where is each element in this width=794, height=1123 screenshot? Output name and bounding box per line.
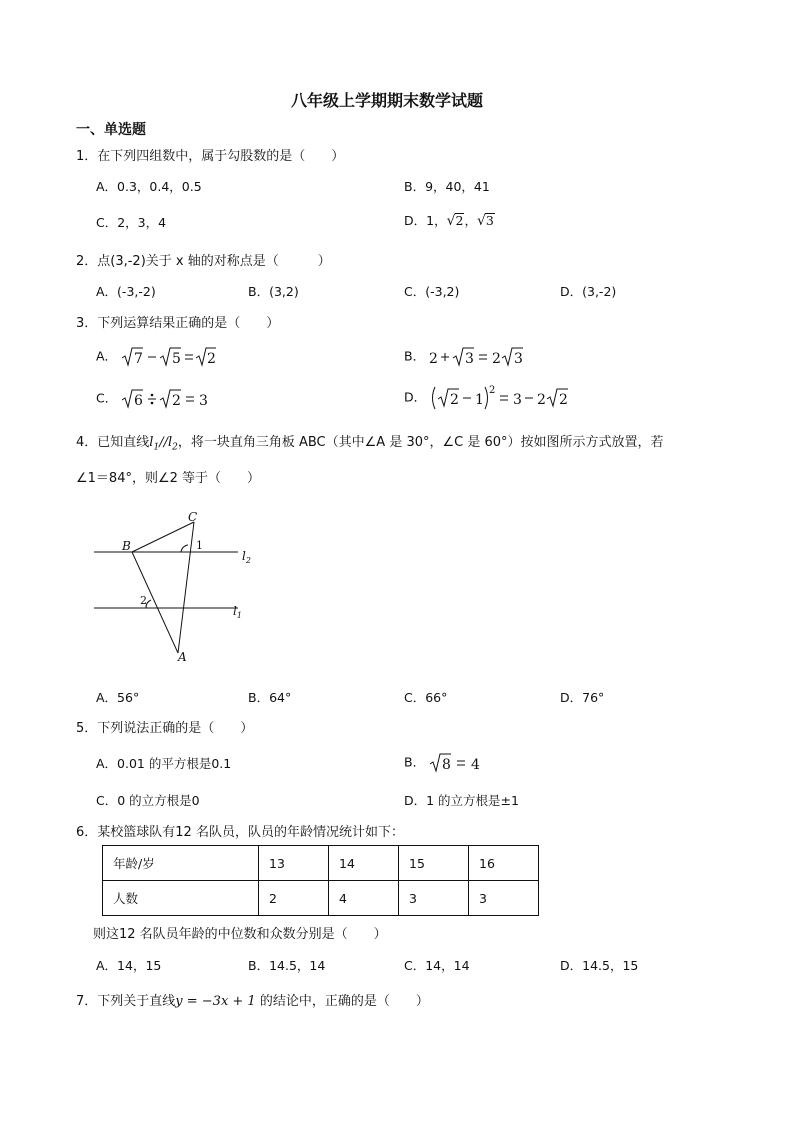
question-1-option-b: B．9，40，41 — [404, 179, 490, 194]
label-l2: $l_2$ — [242, 549, 251, 565]
question-2-option-d: D．(3,-2) — [560, 284, 617, 299]
svg-text:2: 2 — [492, 351, 501, 367]
svg-text:7: 7 — [134, 351, 143, 367]
question-4-stem-part1: 4．已知直线 — [76, 435, 150, 450]
equation-a-math — [121, 346, 216, 368]
question-5-stem: 5．下列说法正确的是（ ） — [76, 721, 254, 736]
question-4-stem-part2: ，将一块直角三角板 ABC（其中∠A 是 30°，∠C 是 60°）按如图所示方式放置，若 — [177, 435, 664, 450]
label-c: C — [188, 510, 198, 524]
section-heading-single-choice: 一、单选题 — [76, 122, 146, 138]
question-3-option-b — [404, 346, 539, 368]
option-d-prefix: D．1， — [404, 213, 447, 228]
table-cell: 3 — [399, 881, 469, 916]
question-2-option-a: A．(-3,-2) — [96, 284, 156, 299]
table-cell: 2 — [259, 881, 329, 916]
question-1-option-a: A．0.3，0.4，0.5 — [96, 179, 202, 194]
svg-text:3: 3 — [514, 351, 523, 367]
svg-text:8: 8 — [442, 757, 451, 773]
question-6-stem: 6．某校篮球队有12 名队员，队员的年龄情况统计如下： — [76, 825, 404, 840]
label-angle-1: 1 — [196, 539, 203, 552]
question-5-option-d: D．1 的立方根是±1 — [404, 793, 519, 808]
question-7-stem-suffix: 的结论中，正确的是（ ） — [255, 994, 429, 1009]
parallel-lines-math: $l_1//l_2$ — [149, 435, 178, 453]
question-2-option-b: B．(3,2) — [248, 284, 299, 299]
question-1-option-c: C．2，3，4 — [96, 215, 167, 230]
separator: ， — [464, 213, 477, 228]
table-cell: 15 — [399, 846, 469, 881]
question-4-option-d: D．76° — [560, 690, 605, 705]
question-7-stem — [76, 990, 429, 1009]
table-row — [103, 846, 539, 881]
question-6-option-a: A．14，15 — [96, 958, 162, 973]
question-4-stem-line2: ∠1＝84°，则∠2 等于（ ） — [76, 471, 261, 486]
svg-text:2: 2 — [537, 392, 547, 408]
svg-text:3: 3 — [465, 351, 474, 367]
table-row — [103, 881, 539, 916]
table-cell: 16 — [469, 846, 539, 881]
svg-text:1: 1 — [475, 392, 485, 408]
side-ba — [132, 552, 178, 653]
question-3-option-c — [96, 388, 221, 410]
question-5-option-c: C．0 的立方根是0 — [96, 793, 200, 808]
svg-text:5: 5 — [172, 351, 181, 367]
equation-c-math — [121, 388, 221, 410]
question-6-option-c: C．14，14 — [404, 958, 470, 973]
svg-text:2: 2 — [429, 351, 438, 367]
age-table — [102, 845, 539, 916]
question-4-option-b: B．64° — [248, 690, 292, 705]
option-b-prefix: B． — [404, 754, 426, 770]
label-a: A — [178, 650, 187, 664]
question-5-option-b — [404, 752, 499, 774]
question-2-option-c: C．(-3,2) — [404, 284, 460, 299]
option-c-prefix: C． — [96, 390, 118, 406]
question-4-stem — [76, 431, 664, 453]
radicand: 2 — [455, 213, 464, 228]
svg-text:2: 2 — [207, 351, 216, 367]
equation-b-math — [429, 346, 539, 368]
sqrt-sign-icon: √ — [476, 213, 486, 229]
side-ca — [178, 522, 194, 653]
svg-text:2: 2 — [450, 392, 460, 408]
table-cell: 年龄/岁 — [103, 846, 259, 881]
option-a-prefix: A． — [96, 348, 118, 364]
question-1-stem: 1．在下列四组数中，属于勾股数的是（ ） — [76, 149, 345, 164]
table-cell: 4 — [329, 881, 399, 916]
question-4-option-a: A．56° — [96, 690, 140, 705]
table-cell: 14 — [329, 846, 399, 881]
svg-text:2: 2 — [559, 392, 569, 408]
question-6-option-d: D．14.5，15 — [560, 958, 639, 973]
svg-text:6: 6 — [134, 393, 144, 409]
radicand: 3 — [485, 213, 494, 228]
question-3-option-a — [96, 346, 216, 368]
triangle-figure — [88, 505, 268, 665]
svg-text:2: 2 — [489, 385, 496, 396]
table-cell: 3 — [469, 881, 539, 916]
option-b-prefix: B． — [404, 348, 426, 364]
question-5-option-a: A．0.01 的平方根是0.1 — [96, 756, 232, 771]
question-6-followup: 则这12 名队员年龄的中位数和众数分别是（ ） — [93, 927, 387, 942]
svg-text:2: 2 — [172, 393, 182, 409]
label-angle-2: 2 — [140, 594, 147, 607]
question-1-option-d — [404, 211, 495, 229]
label-b: B — [122, 539, 131, 553]
side-bc — [132, 522, 194, 552]
question-7-stem-prefix: 7．下列关于直线 — [76, 994, 176, 1009]
svg-text:4: 4 — [471, 757, 480, 773]
question-2-stem: 2．点(3,-2)关于 x 轴的对称点是（ ） — [76, 254, 331, 269]
line-equation: y = −3x + 1 — [175, 994, 256, 1009]
equation-d-math — [430, 384, 580, 412]
question-3-option-d — [404, 384, 580, 412]
table-cell: 人数 — [103, 881, 259, 916]
table-cell: 13 — [259, 846, 329, 881]
sqrt-sign-icon: √ — [446, 213, 456, 229]
label-l1: $l_1$ — [233, 604, 242, 620]
svg-text:3: 3 — [199, 393, 209, 409]
option-d-prefix: D． — [404, 389, 427, 405]
question-4-option-c: C．66° — [404, 690, 448, 705]
question-3-stem: 3．下列运算结果正确的是（ ） — [76, 316, 280, 331]
question-6-option-b: B．14.5，14 — [248, 958, 326, 973]
equation-sqrt8-math — [429, 752, 499, 774]
page-title: 八年级上学期期末数学试题 — [291, 91, 484, 110]
svg-text:3: 3 — [513, 392, 523, 408]
